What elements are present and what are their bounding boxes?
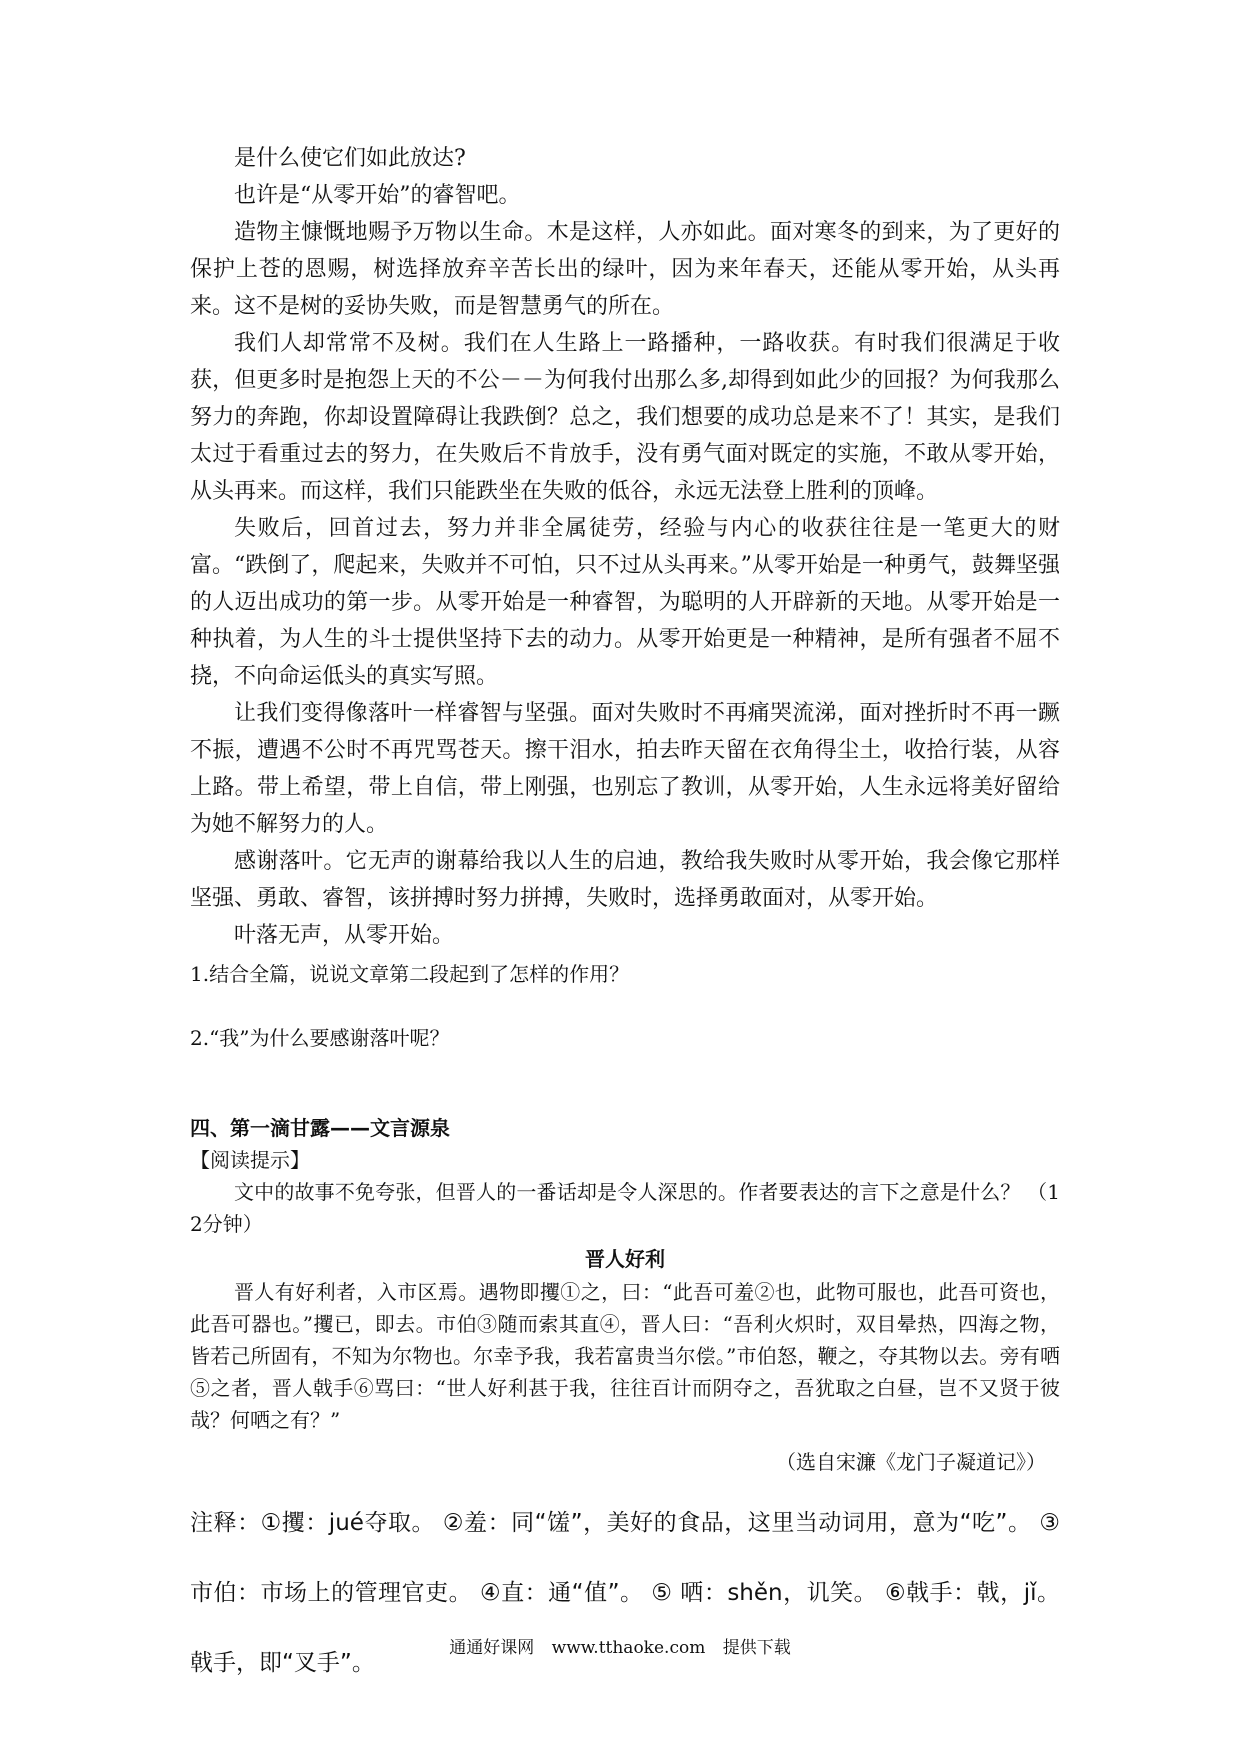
question-2: 2.“我”为什么要感谢落叶呢？ — [190, 1026, 450, 1050]
annotations: 注释：①攫：jué夺取。 ②羞：同“馐”，美好的食品，这里当动词用，意为“吃”。 ③市伯：市场上的管理官吏。 ④直：通“值”。 ⑤ 哂：shěn，讥笑。 ⑥戟手：戟，jǐ。戟手，即“叉手”。 — [190, 1510, 1060, 1676]
essay-paragraph-7: 感谢落叶。它无声的谢幕给我以人生的启迪，教给我失败时从零开始，我会像它那样坚强、勇敢、睿智，该拼搏时努力拼搏，失败时，选择勇敢面对，从零开始。 — [190, 849, 1060, 911]
essay-paragraph-2: 也许是“从零开始”的睿智吧。 — [234, 183, 521, 208]
footer-action: 提供下载 — [722, 1638, 791, 1658]
document-page — [190, 140, 1060, 1698]
essay — [190, 140, 1060, 954]
article-text: 晋人有好利者，入市区焉。遇物即攫①之，曰：“此吾可羞②也，此物可服也，此吾可资也，此吾可器也。”攫已，即去。市伯③随而索其直④，晋人曰：“吾利火炽时，双目晕热，四海之物，皆若己所固有，不知为尔物也。尔幸予我，我若富贵当尔偿。”市伯怒，鞭之，夺其物以去。旁有哂⑤之者，晋人戟手⑥骂曰：“世人好利甚于我，往往百计而阴夺之，吾犹取之白昼，岂不又贤于彼哉？何哂之有？” — [190, 1280, 1060, 1432]
article-source: （选自宋濂《龙门子凝道记》） — [776, 1450, 1046, 1474]
essay-paragraph-5: 失败后，回首过去，努力并非全属徒劳，经验与内心的收获往往是一笔更大的财富。“跌倒了，爬起来，失败并不可怕，只不过从头再来。”从零开始是一种勇气，鼓舞坚强的人迈出成功的第一步。从零开始是一种睿智，为聪明的人开辟新的天地。从零开始是一种执着，为人生的斗士提供坚持下去的动力。从零开始更是一种精神，是所有强者不屈不挠，不向命运低头的真实写照。 — [190, 516, 1060, 689]
essay-paragraph-3: 造物主慷慨地赐予万物以生命。木是这样，人亦如此。面对寒冬的到来，为了更好的保护上苍的恩赐，树选择放弃辛苦长出的绿叶，因为来年春天，还能从零开始，从头再来。这不是树的妥协失败，而是智慧勇气的所在。 — [190, 220, 1060, 319]
essay-paragraph-1: 是什么使它们如此放达? — [234, 146, 466, 171]
essay-paragraph-8: 叶落无声，从零开始。 — [234, 923, 455, 948]
essay-paragraph-4: 我们人却常常不及树。我们在人生路上一路播种，一路收获。有时我们很满足于收获，但更多时是抱怨上天的不公－－为何我付出那么多,却得到如此少的回报？为何我那么努力的奔跑，你却设置障碍让我跌倒？总之，我们想要的成功总是来不了！其实，是我们太过于看重过去的努力，在失败后不肯放手，没有勇气面对既定的实施，不敢从零开始，从头再来。而这样，我们只能跌坐在失败的低谷，永远无法登上胜利的顶峰。 — [190, 331, 1060, 504]
section-title: 四、第一滴甘露——文言源泉 — [190, 1116, 450, 1140]
essay-paragraph-6: 让我们变得像落叶一样睿智与坚强。面对失败时不再痛哭流涕，面对挫折时不再一蹶不振，遭遇不公时不再咒骂苍天。擦干泪水，拍去昨天留在衣角得尘土，收拾行装，从容上路。带上希望，带上自信，带上刚强，也别忘了教训，从零开始，人生永远将美好留给为她不解努力的人。 — [190, 701, 1060, 837]
reading-hint-text: 文中的故事不免夸张，但晋人的一番话却是令人深思的。作者要表达的言下之意是什么？ （12分钟） — [190, 1180, 1060, 1236]
reading-hint-label: 【阅读提示】 — [190, 1148, 310, 1172]
footer-site-name: 通通好课网 — [449, 1638, 535, 1658]
page-footer — [0, 1636, 1240, 1660]
question-1: 1.结合全篇，说说文章第二段起到了怎样的作用？ — [190, 962, 630, 986]
article-title: 晋人好利 — [585, 1247, 665, 1271]
footer-url[interactable]: www.tthaoke.com — [551, 1638, 706, 1658]
